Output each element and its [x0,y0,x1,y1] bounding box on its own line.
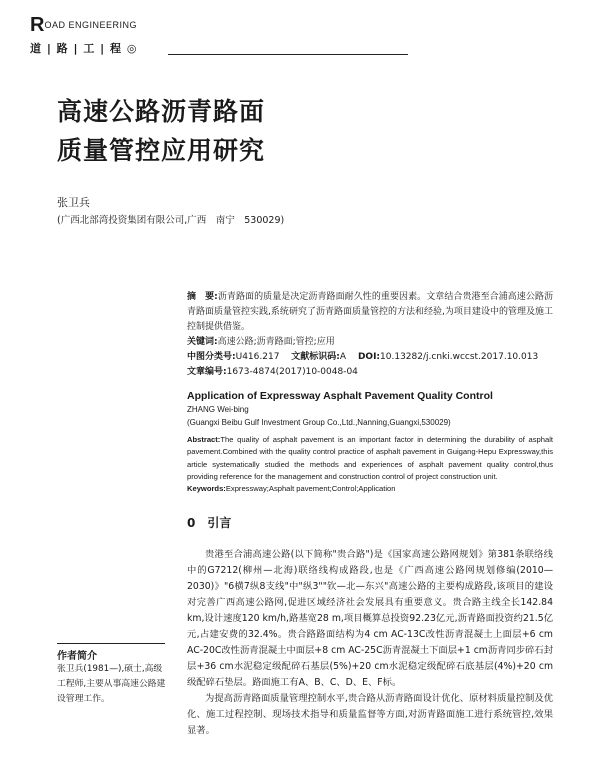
section-heading: 0 引言 [187,516,232,530]
doi-label: DOI: [357,352,381,362]
english-title: Application of Expressway Asphalt Pavement Quality Control [187,390,493,402]
abstract-cn-label: 摘 要: [187,292,218,302]
english-keywords [187,484,553,493]
doc-code-value: A [339,352,347,362]
english-author: ZHANG Wei-bing [187,405,249,414]
author-bio-text: 张卫兵(1981—),硕士,高级工程师,主要从事高速公路建设管理工作。 [57,664,166,704]
abstract-cn [187,290,553,335]
header-rule [168,54,408,55]
bio-rule [57,643,165,644]
author-bio-title: 作者简介 [57,651,97,662]
article-title [57,92,265,170]
journal-name-rest: OAD ENGINEERING [44,20,137,30]
english-keywords-text: Expressway;Asphalt pavement;Control;Application [225,484,396,493]
journal-initial: R [30,14,45,36]
english-affiliation: (Guangxi Beibu Gulf Investment Group Co.,Ltd.,Nanning,Guangxi,530029) [187,418,451,427]
keywords-cn-text: 高速公路;沥青路面;管控;应用 [217,337,335,347]
english-abstract-text: The quality of asphalt pavement is an important factor in determining the durability of asphalt pavement.Combined with the quality control practice of asphalt pavement in Guigang-Hepu Expressway,this article systematically studied the methods and experiences of asphalt pavement quality control,thus providing reference for the management and construction control of project construction unit. [187,435,553,481]
doc-code-label: 文献标识码: [291,352,340,362]
author-name: 张卫兵 [57,196,90,209]
title-line-1: 高速公路沥青路面 [57,97,266,126]
english-abstract [187,434,553,483]
author-affiliation: (广西北部湾投资集团有限公司,广西 南宁 530029) [57,215,285,226]
body-paragraph-1: 贵港至合浦高速公路(以下简称"贵合路")是《国家高速公路网规划》第381条联络线中的G7212(柳州—北海)联络线构成路段,也是《广西高速公路网规划修编(2010—2030)》"6横7纵8支线"中"纵3""钦—北—东兴"高速公路的主要构成路段,该项目的建设对完善广西高速公路网,促进区域经济社会发展具有重要意义。贵合路主线全长142.84 km,设计速度120 km/h,路基宽28 m,项目概算总投资92.23亿元,沥青路面投资约21.5亿元,占建安费的32.4%。贵合路路面结构为4 cm AC-13C改性沥青混凝土上面层+6 cm AC-20C改性沥青混凝土中面层+8 cm AC-25C沥青混凝土下面层+1 cm沥青同步碎石封层+36 cm水泥稳定级配碎石基层(5%)+20 cm水泥稳定级配碎石底基层(4%)+20 cm级配碎石垫层。路面施工有A、B、C、D、E、F标。 [187,549,553,688]
article-number-line [187,365,567,380]
classification-line [187,350,567,365]
clc-value: U416.217 [235,352,280,362]
body-paragraph-2: 为提高沥青路面质量管理控制水平,贵合路从沥青路面设计优化、原材料质量控制及优化、施工过程控制、现场技术指导和质量监督等方面,对沥青路面施工进行系统管控,效果显著。 [187,693,553,736]
article-no-label: 文章编号: [187,367,227,377]
title-line-2: 质量管控应用研究 [57,136,266,165]
journal-name-cn: 道 | 路 | 工 | 程 ◎ [30,42,138,55]
journal-name-en [30,14,137,37]
doi-value: 10.13282/j.cnki.wccst.2017.10.013 [380,352,539,362]
clc-label: 中图分类号: [187,352,236,362]
keywords-cn [187,335,553,350]
article-no-value: 1673-4874(2017)10-0048-04 [226,367,358,377]
english-abstract-label: Abstract: [187,435,221,444]
english-keywords-label: Keywords: [187,484,226,493]
abstract-cn-text: 沥青路面的质量是决定沥青路面耐久性的重要因素。文章结合贵港至合浦高速公路沥青路面质量管控实践,系统研究了沥青路面质量管控的方法和经验,为项目建设中的管理及施工控制提供借鉴。 [187,292,553,332]
keywords-cn-label: 关键词: [187,337,218,347]
